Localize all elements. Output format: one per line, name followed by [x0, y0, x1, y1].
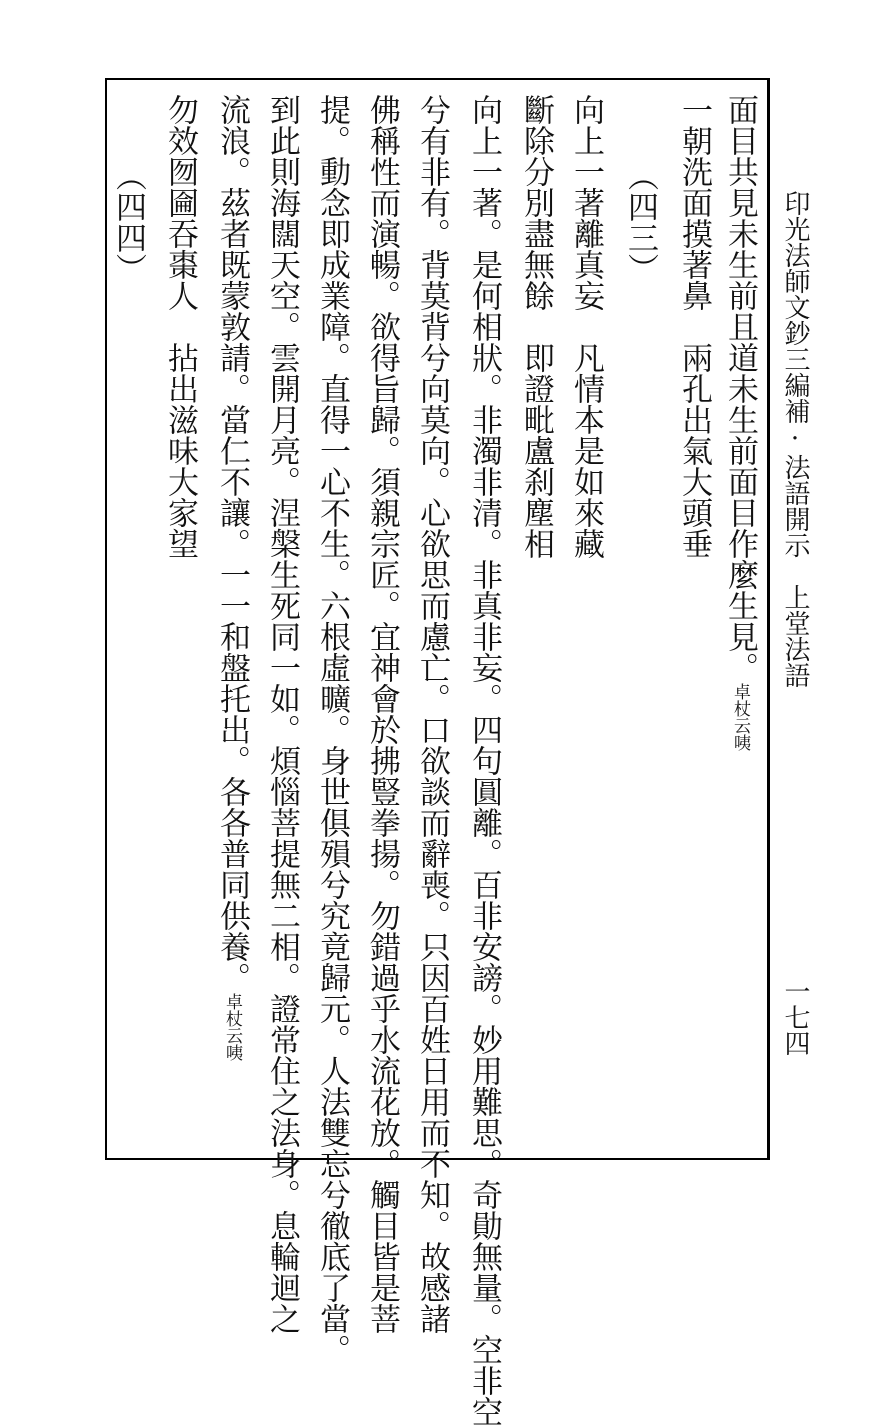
column-text: （四三） — [622, 160, 658, 284]
text-column-9 — [314, 94, 350, 1365]
column-text: 斷除分別盡無餘 即證毗盧刹塵相 — [518, 94, 554, 559]
text-column-12 — [162, 94, 198, 559]
column-text: 兮有非有。背莫背兮向莫向。心欲思而慮亡。口欲談而辭喪。只因百姓日用而不知。故感諸 — [414, 94, 450, 1334]
column-text: 佛稱性而演暢。欲得旨歸。須親宗匠。宜神會於拂豎拳揚。勿錯過乎水流花放。觸目皆是菩 — [364, 94, 400, 1334]
text-column-11 — [214, 94, 250, 1061]
column-text: 到此則海闊天空。雲開月亮。涅槃生死同一如。煩惱菩提無二相。證常住之法身。息輪迴之 — [264, 94, 300, 1334]
text-column-4 — [568, 94, 604, 559]
column-text: 流浪。茲者既蒙敦請。當仁不讓。一一和盤托出。各各普同供養。 — [214, 94, 250, 993]
header-divider — [768, 78, 770, 1160]
text-column-2 — [676, 94, 712, 559]
column-text: 向上一著。是何相狀。非濁非清。非真非妄。四句圓離。百非安謗。妙用難思。奇勛無量。空非空 — [466, 94, 502, 1427]
column-text: 一朝洗面摸著鼻 兩孔出氣大頭垂 — [676, 94, 712, 559]
column-text: 勿效囫圇吞棗人 拈出滋味大家望 — [162, 94, 198, 559]
column-note: 卓杖云咦 — [730, 683, 750, 751]
column-note: 卓杖云咦 — [222, 993, 242, 1061]
section-number-43 — [622, 160, 658, 284]
section-number-44 — [110, 160, 146, 284]
text-column-1 — [722, 94, 758, 751]
text-column-7 — [414, 94, 450, 1334]
text-column-6 — [466, 94, 502, 1427]
column-text: （四四） — [110, 160, 146, 284]
running-title: 印光法師文鈔三編補·法語開示 上堂法語 — [780, 190, 810, 688]
page-number: 一七四 — [780, 978, 810, 1056]
column-text: 提。動念即成業障。直得一心不生。六根虛曠。身世俱殞兮究竟歸元。人法雙忘兮徹底了當。 — [314, 94, 350, 1365]
text-column-8 — [364, 94, 400, 1334]
column-text: 向上一著離真妄 凡情本是如來藏 — [568, 94, 604, 559]
column-text: 面目共見未生前且道未生前面目作麼生見。 — [722, 94, 758, 683]
text-column-10 — [264, 94, 300, 1334]
text-column-5 — [518, 94, 554, 559]
